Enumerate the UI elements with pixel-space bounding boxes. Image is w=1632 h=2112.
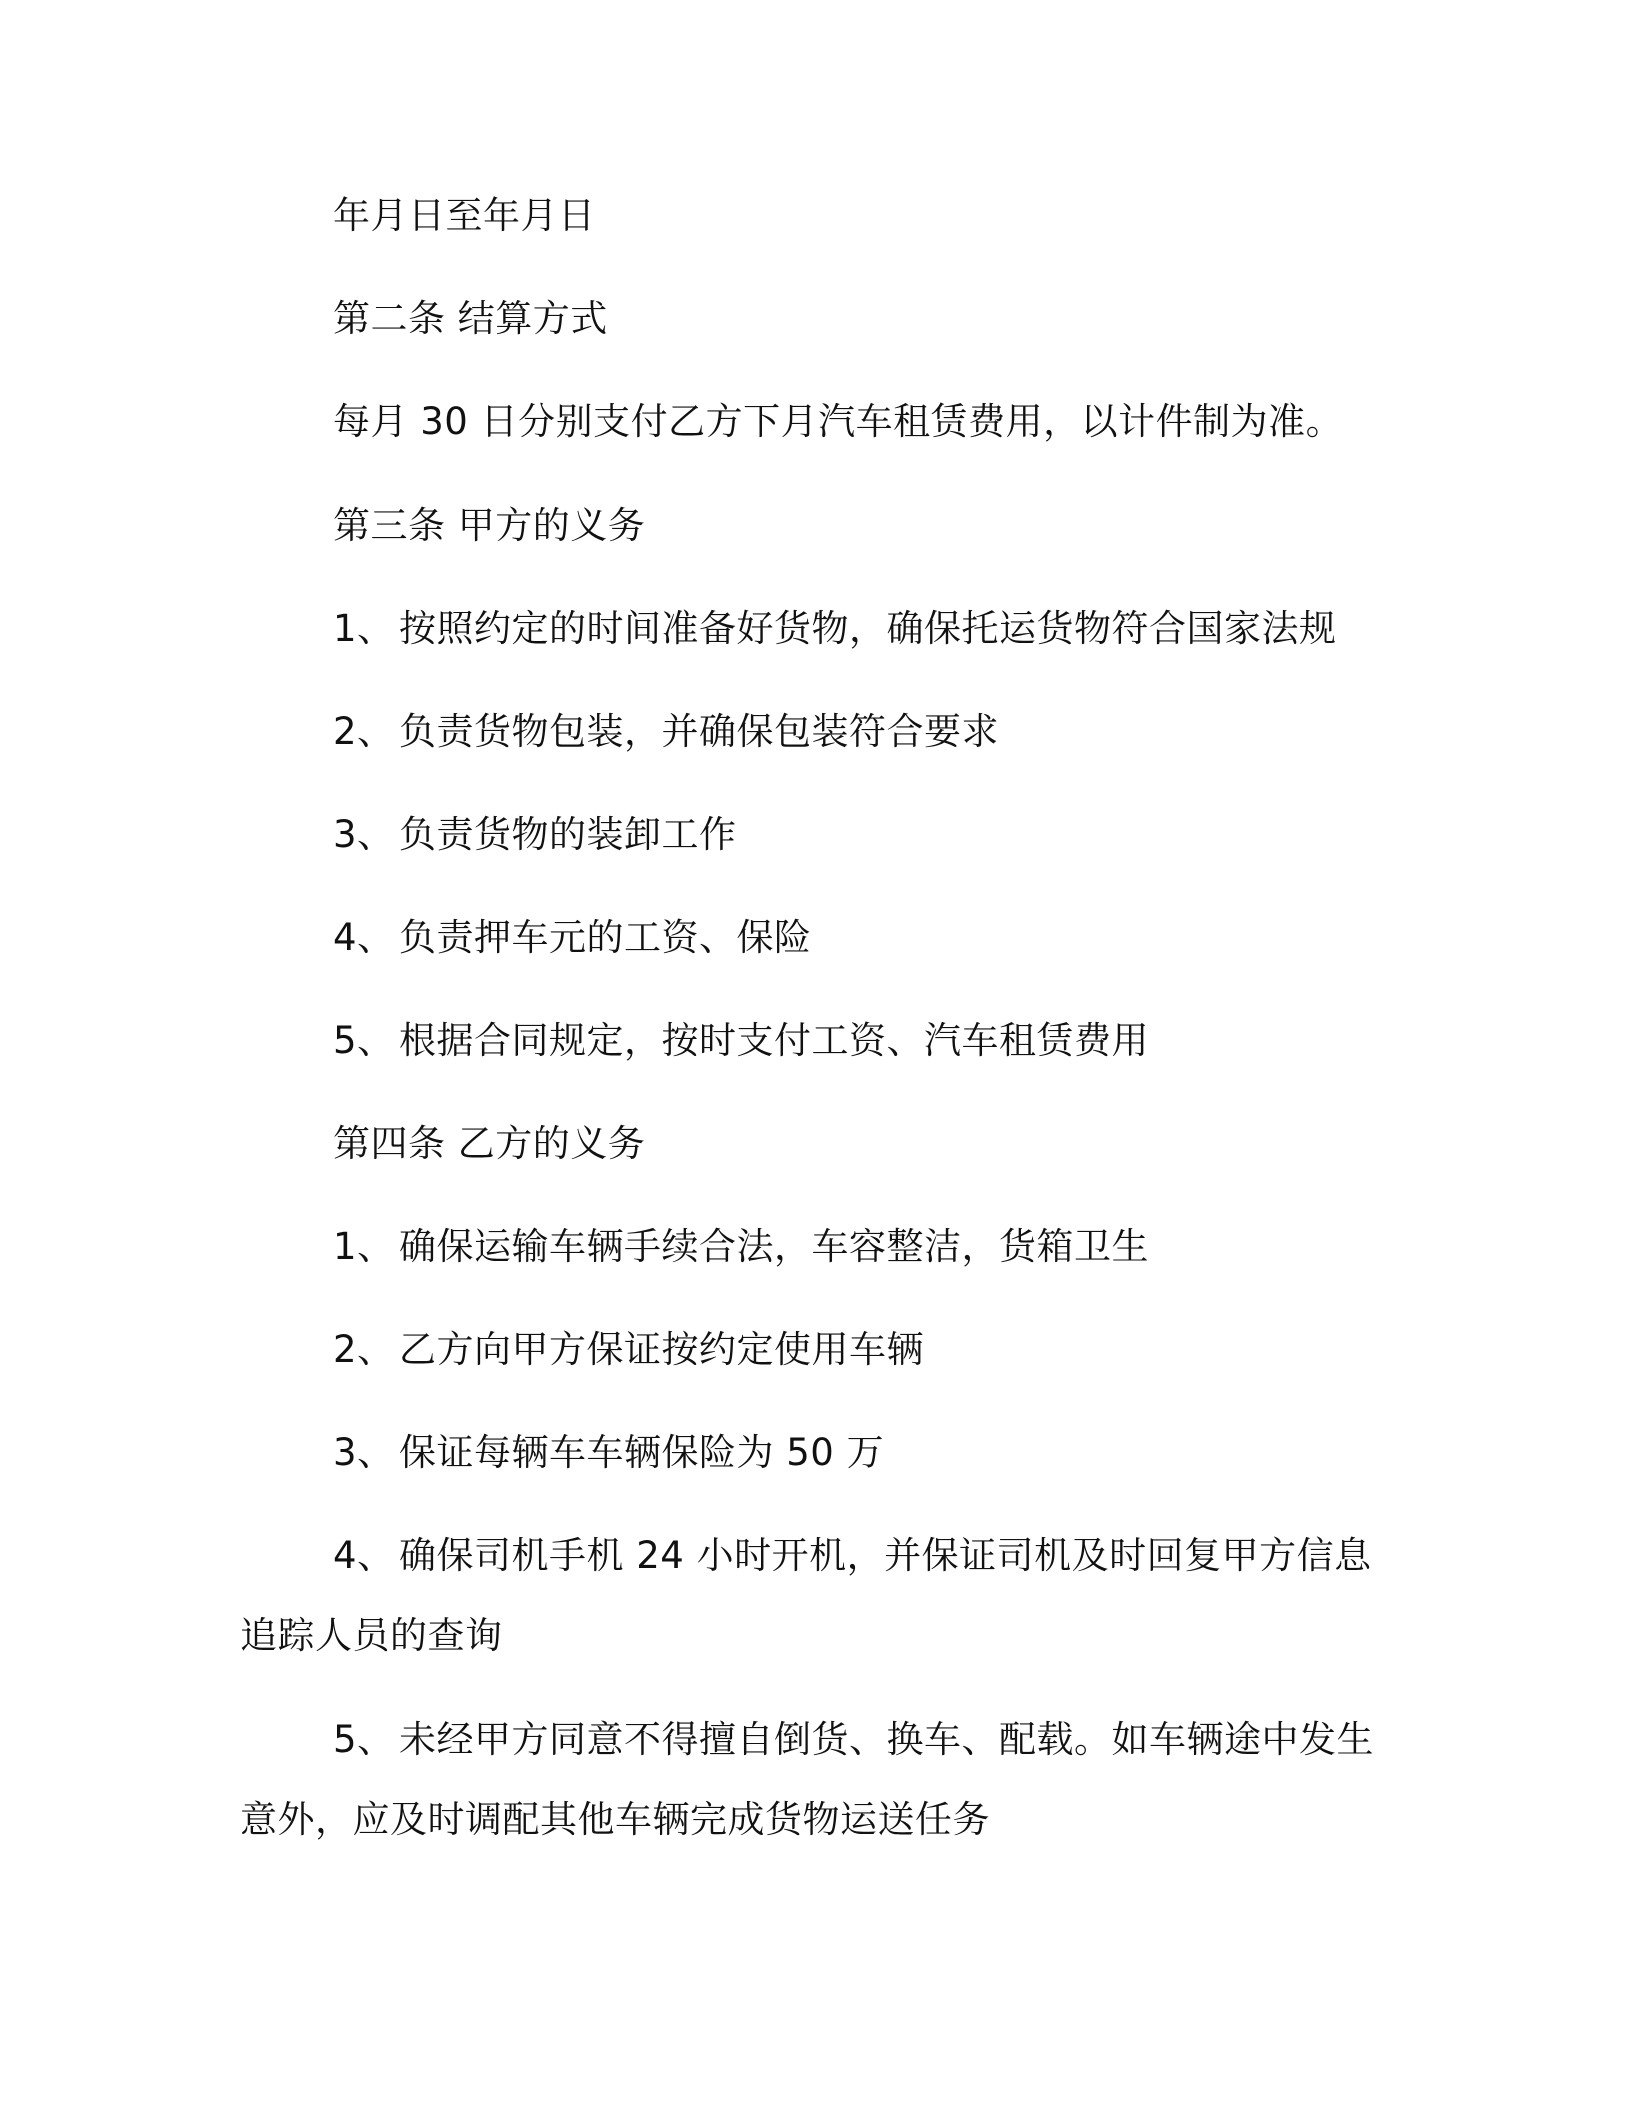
item-number: 5、 bbox=[333, 1019, 395, 1062]
article-3-heading: 第三条 甲方的义务 bbox=[333, 504, 646, 547]
item-text: 未经甲方同意不得擅自倒货、换车、配载。如车辆途中发生 bbox=[399, 1718, 1374, 1761]
article-2-heading: 第二条 结算方式 bbox=[333, 297, 608, 340]
article-3-item-5 bbox=[333, 1017, 1149, 1065]
date-range-line: 年月日至年月日 bbox=[333, 194, 596, 237]
item-number: 1、 bbox=[333, 607, 395, 650]
item-text: 根据合同规定，按时支付工资、汽车租赁费用 bbox=[399, 1019, 1149, 1062]
item-text: 保证每辆车车辆保险为 50 万 bbox=[399, 1431, 885, 1474]
article-4-item-2 bbox=[333, 1326, 924, 1374]
item-number: 1、 bbox=[333, 1225, 395, 1268]
article-3-item-2 bbox=[333, 708, 999, 756]
article-4-item-3 bbox=[333, 1429, 884, 1477]
item-text: 按照约定的时间准备好货物，确保托运货物符合国家法规 bbox=[399, 607, 1337, 650]
article-4-item-4-continuation: 追踪人员的查询 bbox=[240, 1614, 503, 1657]
article-2-body: 每月 30 日分别支付乙方下月汽车租赁费用，以计件制为准。 bbox=[333, 400, 1344, 443]
article-4-heading: 第四条 乙方的义务 bbox=[333, 1122, 646, 1165]
item-text: 确保运输车辆手续合法，车容整洁，货箱卫生 bbox=[399, 1225, 1149, 1268]
article-3-item-4 bbox=[333, 914, 812, 962]
item-number: 3、 bbox=[333, 1431, 395, 1474]
article-3-item-1 bbox=[333, 605, 1337, 653]
article-4-item-5-continuation: 意外，应及时调配其他车辆完成货物运送任务 bbox=[240, 1798, 990, 1841]
item-number: 2、 bbox=[333, 1328, 395, 1371]
item-number: 2、 bbox=[333, 710, 395, 753]
article-3-item-3 bbox=[333, 811, 737, 859]
item-text: 负责货物包装，并确保包装符合要求 bbox=[399, 710, 999, 753]
article-4-item-5 bbox=[333, 1716, 1374, 1764]
item-text: 负责货物的装卸工作 bbox=[399, 813, 737, 856]
article-4-item-4 bbox=[333, 1532, 1372, 1580]
item-number: 4、 bbox=[333, 916, 395, 959]
article-4-item-1 bbox=[333, 1223, 1149, 1271]
item-number: 4、 bbox=[333, 1534, 395, 1577]
item-number: 5、 bbox=[333, 1718, 395, 1761]
item-text: 确保司机手机 24 小时开机，并保证司机及时回复甲方信息 bbox=[399, 1534, 1372, 1577]
item-text: 负责押车元的工资、保险 bbox=[399, 916, 812, 959]
item-text: 乙方向甲方保证按约定使用车辆 bbox=[399, 1328, 924, 1371]
item-number: 3、 bbox=[333, 813, 395, 856]
